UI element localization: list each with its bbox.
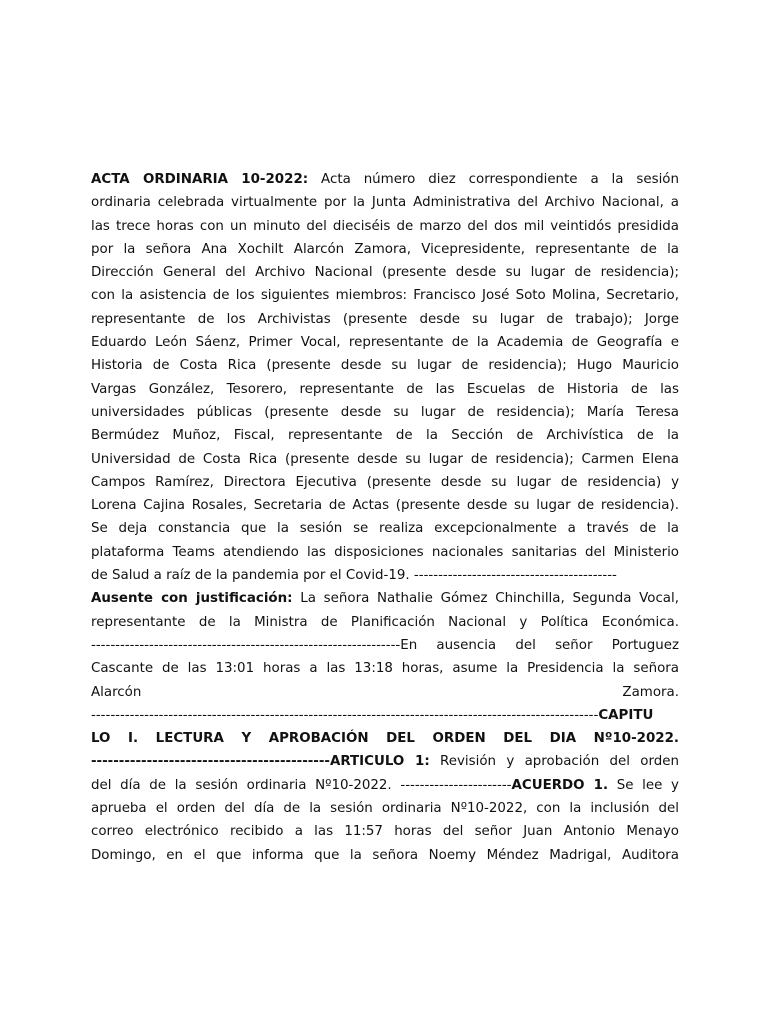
line-text: Dirección General del Archivo Nacional (presente desde su lugar de residencia); (91, 265, 679, 281)
document-line (91, 308, 679, 331)
bold-text: ACTA ORDINARIA 10-2022: (91, 172, 309, 187)
document-line (91, 797, 679, 820)
line-text: Historia de Costa Rica (presente desde su lugar de residencia); Hugo Mauricio (91, 358, 679, 374)
line-text: las trece horas con un minuto del dieciséis de marzo del dos mil veintidós presidida (91, 218, 679, 234)
document-line (91, 611, 679, 634)
document-line (91, 704, 679, 727)
line-text: con la asistencia de los siguientes miembros: Francisco José Soto Molina, Secretario, (91, 288, 679, 304)
document-line (91, 471, 679, 494)
document-line (91, 354, 679, 377)
document-line (91, 587, 679, 610)
bold-text: LO I. LECTURA Y APROBACIÓN DEL ORDEN DEL DIA Nº10-2022. (91, 731, 679, 747)
document-line (91, 168, 679, 191)
document-line (91, 564, 679, 587)
line-text: del día de la sesión ordinaria Nº10-2022. ----------------------- (91, 777, 512, 793)
document-line (91, 378, 679, 401)
document-line (91, 681, 679, 704)
line-text: plataforma Teams atendiendo las disposiciones nacionales sanitarias del Ministerio (91, 544, 679, 560)
line-text: Cascante de las 13:01 horas a las 13:18 horas, asume la Presidencia la señora (91, 661, 679, 677)
bold-text: Ausente con justificación: (91, 591, 293, 607)
line-text: --------------------------------------------------------------------------------------------------------- (91, 707, 599, 723)
document-line (91, 215, 679, 238)
document-line (91, 844, 679, 867)
line-text: Bermúdez Muñoz, Fiscal, representante de la Sección de Archivística de la (91, 428, 679, 444)
line-text: universidades públicas (presente desde su lugar de residencia); María Teresa (91, 404, 679, 420)
line-text: La señora Nathalie Gómez Chinchilla, Segunda Vocal, (292, 591, 679, 607)
bold-text: ACUERDO 1. (511, 777, 609, 793)
line-text: Se lee y (608, 777, 679, 793)
line-text: aprueba el orden del día de la sesión ordinaria Nº10-2022, con la inclusión del (91, 801, 679, 817)
line-text: Campos Ramírez, Directora Ejecutiva (presente desde su lugar de residencia) y (91, 474, 679, 490)
document-body (91, 168, 679, 867)
line-text: por la señora Ana Xochilt Alarcón Zamora, Vicepresidente, representante de la (91, 241, 679, 257)
line-text: Universidad de Costa Rica (presente desde su lugar de residencia); Carmen Elena (91, 451, 679, 467)
line-text: Alarcón Zamora. (91, 684, 679, 700)
line-text: Domingo, en el que informa que la señora Noemy Méndez Madrigal, Auditora (91, 847, 679, 863)
bold-text: CAPITU (598, 707, 654, 723)
bold-text: -------------------------------------------ARTICULO 1: (91, 754, 430, 770)
document-line (91, 820, 679, 843)
line-text: Eduardo León Sáenz, Primer Vocal, representante de la Academia de Geografía e (91, 335, 679, 351)
document-line (91, 331, 679, 354)
document-line (91, 750, 679, 773)
line-text: Acta número diez correspondiente a la sesión (308, 172, 679, 187)
document-line (91, 774, 679, 797)
line-text: de Salud a raíz de la pandemia por el Covid-19. ------------------------------------------ (91, 568, 617, 584)
line-text: Vargas González, Tesorero, representante de las Escuelas de Historia de las (91, 381, 679, 397)
document-line (91, 191, 679, 214)
document-line (91, 634, 679, 657)
document-line (91, 284, 679, 307)
document-line (91, 541, 679, 564)
line-text: Lorena Cajina Rosales, Secretaria de Actas (presente desde su lugar de residencia). (91, 498, 679, 514)
document-line (91, 238, 679, 261)
document-line (91, 494, 679, 517)
line-text: ordinaria celebrada virtualmente por la Junta Administrativa del Archivo Nacional, a (91, 195, 679, 211)
document-line (91, 424, 679, 447)
document-line (91, 727, 679, 750)
line-text: Revisión y aprobación del orden (429, 754, 679, 770)
line-text: Se deja constancia que la sesión se realiza excepcionalmente a través de la (91, 521, 679, 537)
document-line (91, 448, 679, 471)
document-line (91, 261, 679, 284)
document-line (91, 657, 679, 680)
line-text: correo electrónico recibido a las 11:57 horas del señor Juan Antonio Menayo (91, 824, 679, 840)
document-line (91, 517, 679, 540)
document-line (91, 401, 679, 424)
line-text: ----------------------------------------------------------------En ausencia del señor Portuguez (91, 637, 679, 653)
line-text: representante de los Archivistas (presente desde su lugar de trabajo); Jorge (91, 311, 679, 327)
line-text: representante de la Ministra de Planificación Nacional y Política Económica. (91, 614, 679, 630)
